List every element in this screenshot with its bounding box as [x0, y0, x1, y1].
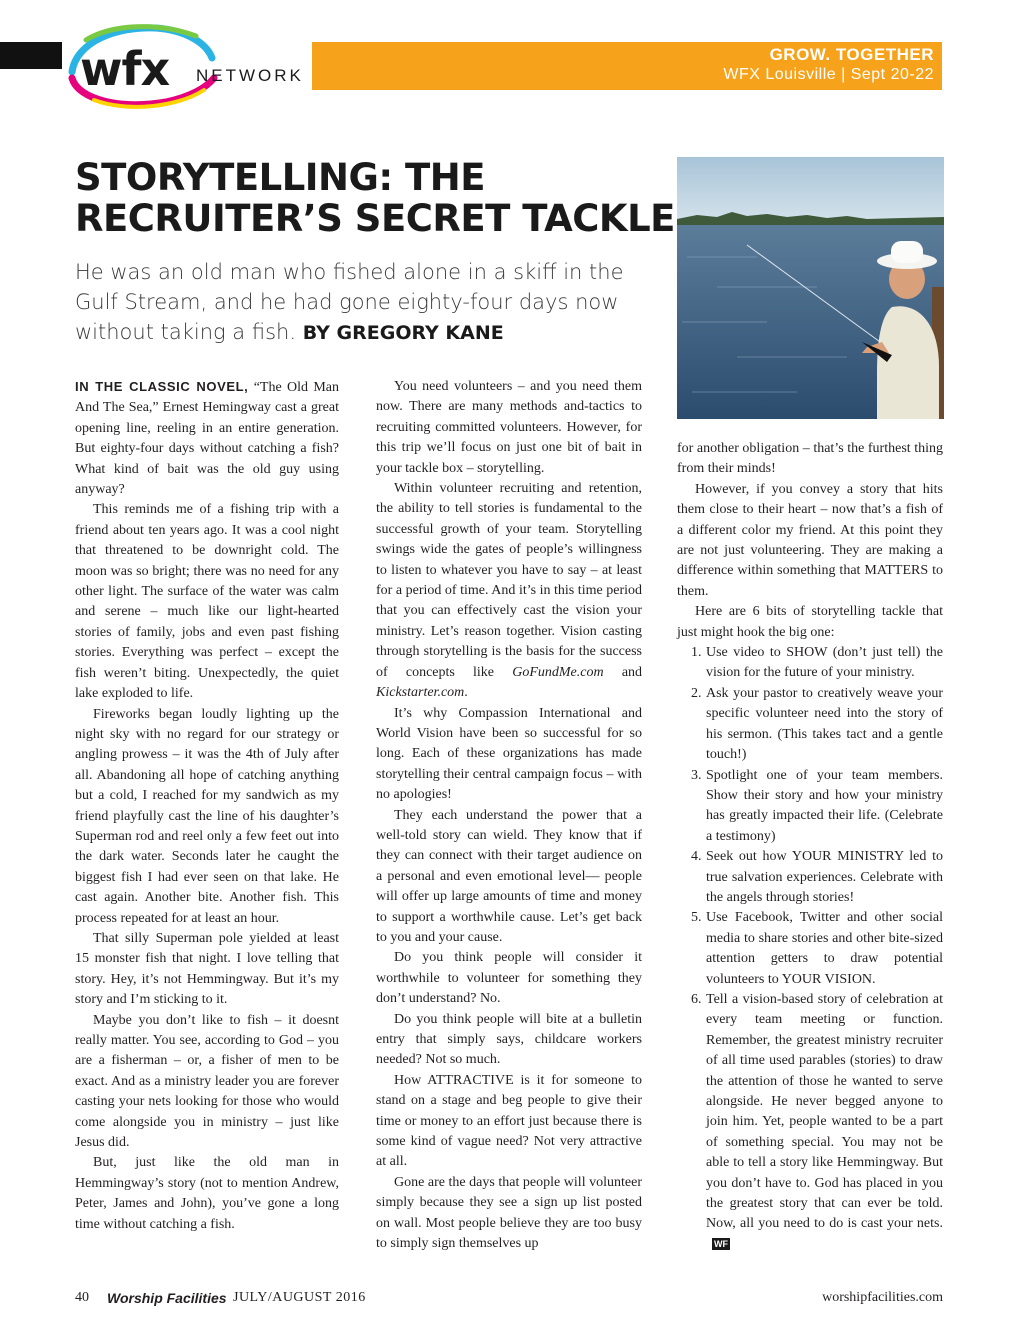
paragraph — [75, 377, 339, 500]
issue-date: JULY/AUGUST 2016 — [233, 1290, 366, 1305]
banner-tagline: GROW. TOGETHER — [769, 45, 934, 64]
logo-network-text: NETWORK — [196, 66, 304, 85]
body-column-2 — [376, 377, 642, 1254]
byline: BY GREGORY KANE — [302, 322, 504, 344]
title-line-1: STORYTELLING: THE — [75, 156, 486, 199]
list-item — [677, 847, 943, 908]
paragraph: They each understand the power that a well-told story can wield. They know that if they can connect with their target audience on a personal and even emotional level— people will offer up large amounts of time and money to support a worthwhile cause. Let’s get back to you and your cause. — [376, 807, 642, 945]
logo-wordmark: wfx — [80, 42, 170, 96]
event-banner — [312, 42, 942, 90]
list-item-text: Use video to SHOW (don’t just tell) the vision for the future of your ministry. — [706, 645, 943, 681]
tackle-list — [677, 643, 943, 1255]
list-item — [677, 908, 943, 990]
paragraph: How ATTRACTIVE is it for someone to stand on a stage and beg people to give their time or money to an effort just because there is some kind of vague need? Not very attractive at all. — [376, 1072, 642, 1170]
article-title — [75, 157, 675, 239]
list-item-text: Spotlight one of your team members. Show their story and how your ministry has greatly impacted their life. (Celebrate a testimony) — [706, 767, 943, 844]
fisherman-photo — [677, 157, 944, 419]
paragraph: Maybe you don’t like to fish – it doesnt really matter. You see, according to God – you are a fisherman – or, a fisher of men to be exact. And as a ministry leader you are forever casting your nets looking for those who would come alongside you in ministry – just like Jesus did. — [75, 1012, 339, 1151]
list-item — [677, 684, 943, 766]
conjunction: and — [621, 664, 643, 680]
list-number: 1. — [691, 645, 702, 661]
list-number: 6. — [691, 991, 702, 1007]
paragraph: However, if you convey a story that hits them close to their heart – now that’s a fish of a different color my friend. At this point they are not just volunteering. They are making a difference within something that MATTERS to them. — [677, 481, 943, 599]
list-item — [677, 990, 943, 1255]
list-number: 5. — [691, 910, 702, 926]
header-black-tab — [0, 42, 62, 69]
article-deck — [75, 257, 665, 348]
list-item-text: Use Facebook, Twitter and other social media to share stories and other bite-sized attention getters to draw potential volunteers to YOUR VISION. — [706, 910, 943, 987]
list-number: 3. — [691, 767, 702, 783]
paragraph-text: Within volunteer recruiting and retention, the ability to tell stories is fundamental to the successful growth of your team. Storytelling swings wide the gates of people’s willingness to listen to whatever you have to say – at least for a period of time. And it’s in this time period that you can effectively cast the vision your ministry. Let’s reason together. Vision casting through storytelling is the basis for the success of concepts like — [376, 481, 642, 680]
website-url: worshipfacilities.com — [822, 1290, 943, 1305]
list-item-text: Ask your pastor to creatively weave your specific volunteer need into the story of his sermon. (This takes tact and a gentle touch!) — [706, 685, 943, 763]
paragraph: Here are 6 bits of storytelling tackle that just might hook the big one: — [677, 604, 943, 640]
paragraph: It’s why Compassion International and World Vision have been so successful for so long. Each of these organizations has made storytelling their central campaign focus – with no apologies! — [376, 705, 642, 803]
list-item — [677, 643, 943, 684]
paragraph-text: “The Old Man And The Sea,” Ernest Hemingway cast a great opening line, reeling in an entire generation. But eighty-four days without catching a fish? What kind of bait was the old guy using anyway? — [75, 380, 339, 498]
end-mark-icon: WF — [714, 1238, 728, 1249]
list-item-text: Tell a vision-based story of celebration at every team meeting or function. Remember, the greatest ministry recruiter of all time used parables (stories) to draw the attention of those he wanted to serve alongside. He never begged anyone to join him. Yet, people wanted to be a part of something special. You may not be able to tell a story like Hemmingway. But you don’t have to. God has placed in you the greatest story that can ever be told. Now, all you need to do is cast your nets. — [706, 991, 943, 1232]
site-name: GoFundMe.com — [512, 664, 604, 680]
paragraph: Gone are the days that people will volunteer simply because they see a sign up list posted on wall. Most people believe they are too busy to simply sign themselves up — [376, 1174, 642, 1252]
page-footer — [75, 1290, 943, 1310]
list-number: 4. — [691, 849, 702, 865]
list-item — [677, 766, 943, 848]
title-line-2: RECRUITER’S SECRET TACKLE — [75, 197, 675, 240]
body-column-1 — [75, 377, 339, 1235]
banner-event-info: WFX Louisville | Sept 20-22 — [723, 66, 934, 83]
paragraph: Within volunteer recruiting and retention, the ability to tell stories is fundamental to the successful growth of your team. Storytelling swings wide the gates of people’s willingness to listen to whatever you have to say – at least for a period of time. And it’s in this time period that you can effectively cast the vision your ministry. Let’s reason together. Vision casting through storytelling is the basis for the success of concepts like GoFundMe.com and Kickstarter.com. — [376, 481, 643, 701]
paragraph: But, just like the old man in Hemmingway’s story (not to mention Andrew, Peter, James and John), you’ve gone a long time without catching a fish. — [75, 1155, 339, 1232]
paragraph: That silly Superman pole yielded at least 15 monster fish that night. I love telling that story. Hey, it’s not Hemmingway. But it’s my story and I’m sticking to it. — [75, 930, 339, 1008]
paragraph: You need volunteers – and you need them now. There are many methods and-tactics to recruiting committed volunteers. However, for this trip we’ll focus on just one bit of bait in your tackle box – storytelling. — [376, 379, 642, 476]
paragraph: Do you think people will consider it worthwhile to volunteer for something they don’t understand? No. — [376, 950, 642, 1007]
paragraph: Do you think people will bite at a bulletin entry that simply says, childcare workers needed? Not so much. — [376, 1011, 642, 1068]
paragraph: for another obligation – that’s the furthest thing from their minds! — [677, 441, 943, 477]
paragraph: Fireworks began loudly lighting up the night sky with no regard for our strategy or angling prowess – it was the 4th of July after all. Abandoning all hope of catching anything but a cold, I reached for my sandwich as my friend playfully cast the line of his daughter’s Superman rod and reel only a few feet out into the dark water. Seconds later he caught the biggest fish I had ever seen on that lake. He cast again. Another bite. Another fish. This process repeated for at least an hour. — [75, 706, 339, 926]
magazine-name: Worship Facilities — [107, 1290, 227, 1306]
paragraph: This reminds me of a fishing trip with a friend about ten years ago. It was a cool night that threatened to be downright cold. The moon was so bright; there was no need for any other light. The surface of the water was calm and serene – much like our light-hearted stories of family, jobs and even past fishing stories. Everything was perfect – except the fish weren’t biting. Unexpectedly, the quiet lake exploded to life. — [75, 502, 339, 702]
page-number: 40 — [75, 1290, 89, 1305]
body-column-3 — [677, 439, 943, 1255]
wfx-network-logo — [66, 20, 316, 110]
list-item-text: Seek out how YOUR MINISTRY led to true salvation experiences. Celebrate with the angels through stories! — [706, 849, 943, 905]
list-number: 2. — [691, 685, 702, 701]
lead-in: IN THE CLASSIC NOVEL, — [75, 379, 249, 394]
deck-text: He was an old man who fished alone in a skiff in the Gulf Stream, and he had gone eighty-four days now without taking a fish. — [75, 260, 624, 344]
site-name: Kickstarter.com — [376, 685, 465, 701]
